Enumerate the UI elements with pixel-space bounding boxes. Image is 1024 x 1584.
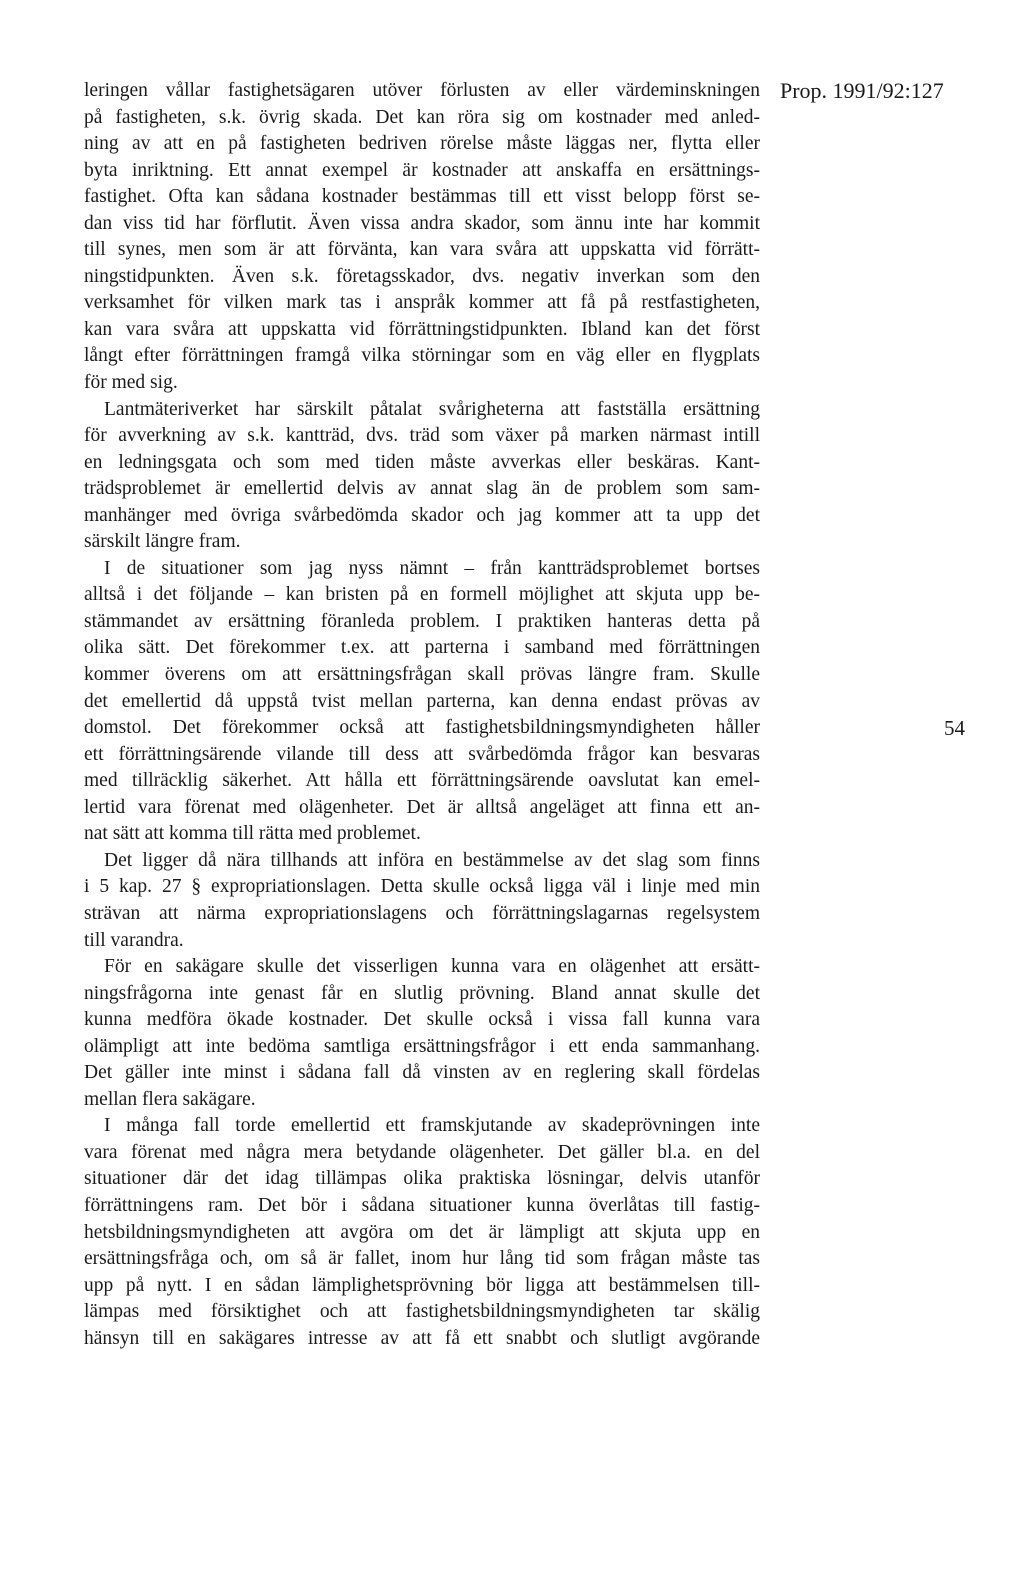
text-line: kunna medföra ökade kostnader. Det skulle också i vissa fall kunna vara bbox=[84, 1009, 760, 1031]
text-line: ett förrättningsärende vilande till dess att svårbedömda frågor kan besvaras bbox=[84, 743, 760, 765]
text-line: ningsfrågorna inte genast får en slutlig prövning. Bland annat skulle det bbox=[84, 982, 760, 1004]
text-line: till varandra. bbox=[84, 929, 184, 951]
text-line: byta inriktning. Ett annat exempel är kostnader att anskaffa en ersättnings- bbox=[84, 159, 760, 181]
text-line: ning av att en på fastigheten bedriven rörelse måste läggas ner, flytta eller bbox=[84, 133, 760, 155]
text-line: Lantmäteriverket har särskilt påtalat svårigheterna att fastställa ersättning bbox=[104, 398, 760, 420]
text-line: manhänger med övriga svårbedömda skador och jag kommer att ta upp det bbox=[84, 504, 760, 526]
paragraph-6 bbox=[84, 1113, 760, 1352]
text-line: i 5 kap. 27 § expropriationslagen. Detta skulle också ligga väl i linje med min bbox=[84, 876, 760, 898]
text-line: på fastigheten, s.k. övrig skada. Det kan röra sig om kostnader med anled- bbox=[84, 106, 760, 128]
text-line: hänsyn till en sakägares intresse av att få ett snabbt och slutligt avgörande bbox=[84, 1327, 760, 1349]
text-line: I många fall torde emellertid ett framskjutande av skadeprövningen inte bbox=[104, 1115, 760, 1137]
text-line: För en sakägare skulle det visserligen kunna vara en olägenhet att ersätt- bbox=[104, 956, 760, 978]
page-number: 54 bbox=[944, 716, 965, 740]
text-line: för avverkning av s.k. kantträd, dvs. träd som växer på marken närmast intill bbox=[84, 425, 760, 447]
text-line: för med sig. bbox=[84, 372, 178, 394]
paragraph-2 bbox=[84, 397, 760, 556]
text-line: domstol. Det förekommer också att fastighetsbildningsmyndigheten håller bbox=[84, 717, 760, 739]
text-line: förrättningens ram. Det bör i sådana situationer kunna överlåtas till fastig- bbox=[84, 1194, 760, 1216]
text-line: långt efter förrättningen framgå vilka störningar som en väg eller en flygplats bbox=[84, 345, 760, 367]
text-line: med tillräcklig säkerhet. Att hålla ett förrättningsärende oavslutat kan emel- bbox=[84, 770, 760, 792]
paragraph-1 bbox=[84, 78, 760, 397]
text-line: vara förenat med några mera betydande olägenheter. Det gäller bl.a. en del bbox=[84, 1141, 760, 1163]
paragraph-5 bbox=[84, 954, 760, 1113]
text-line: lämpas med försiktighet och att fastighetsbildningsmyndigheten tar skälig bbox=[84, 1301, 760, 1323]
text-line: kan vara svåra att uppskatta vid förrättningstidpunkten. Ibland kan det först bbox=[84, 318, 760, 340]
paragraph-3 bbox=[84, 556, 760, 848]
paragraph-4 bbox=[84, 848, 760, 954]
text-line: Det ligger då nära tillhands att införa en bestämmelse av det slag som finns bbox=[104, 849, 760, 871]
text-line: olika sätt. Det förekommer t.ex. att parterna i samband med förrättningen bbox=[84, 637, 760, 659]
text-line: I de situationer som jag nyss nämnt – från kantträdsproblemet bortses bbox=[104, 557, 760, 579]
text-line: leringen vållar fastighetsägaren utöver förlusten av eller värdeminskningen bbox=[84, 80, 760, 101]
text-line: ersättningsfråga och, om så är fallet, inom hur lång tid som frågan måste tas bbox=[84, 1248, 760, 1270]
text-line: nat sätt att komma till rätta med problemet. bbox=[84, 823, 421, 845]
text-line: olämpligt att inte bedöma samtliga ersättningsfrågor i ett enda sammanhang. bbox=[84, 1035, 760, 1057]
text-line: strävan att närma expropriationslagens och förrättningslagarnas regelsystem bbox=[84, 902, 760, 924]
text-line: stämmandet av ersättning föranleda problem. I praktiken hanteras detta på bbox=[84, 610, 760, 632]
body-text bbox=[84, 78, 760, 1352]
text-line: ningstidpunkten. Även s.k. företagsskador, dvs. negativ inverkan som den bbox=[84, 265, 760, 287]
text-line: trädsproblemet är emellertid delvis av annat slag än de problem som sam- bbox=[84, 478, 760, 500]
text-line: fastighet. Ofta kan sådana kostnader bestämmas till ett visst belopp först se- bbox=[84, 186, 760, 208]
text-line: alltså i det följande – kan bristen på en formell möjlighet att skjuta upp be- bbox=[84, 584, 760, 606]
text-line: särskilt längre fram. bbox=[84, 531, 241, 553]
text-line: det emellertid då uppstå tvist mellan parterna, kan denna endast prövas av bbox=[84, 690, 760, 712]
text-line: mellan flera sakägare. bbox=[84, 1088, 256, 1110]
text-line: en ledningsgata och som med tiden måste avverkas eller beskäras. Kant- bbox=[84, 451, 760, 473]
text-line: situationer där det idag tillämpas olika praktiska lösningar, delvis utanför bbox=[84, 1168, 760, 1190]
text-line: dan viss tid har förflutit. Även vissa andra skador, som ännu inte har kommit bbox=[84, 212, 760, 234]
text-line: kommer överens om att ersättningsfrågan skall prövas längre fram. Skulle bbox=[84, 664, 760, 686]
text-line: lertid vara förenat med olägenheter. Det är alltså angeläget att finna ett an- bbox=[84, 796, 760, 818]
text-line: Det gäller inte minst i sådana fall då vinsten av en reglering skall fördelas bbox=[84, 1062, 760, 1084]
text-line: hetsbildningsmyndigheten att avgöra om det är lämpligt att skjuta upp en bbox=[84, 1221, 760, 1243]
text-line: verksamhet för vilken mark tas i anspråk kommer att få på restfastigheten, bbox=[84, 292, 760, 314]
proposition-number: Prop. 1991/92:127 bbox=[780, 78, 944, 103]
text-line: upp på nytt. I en sådan lämplighetsprövning bör ligga att bestämmelsen till- bbox=[84, 1274, 760, 1296]
text-line: till synes, men som är att förvänta, kan vara svåra att uppskatta vid förrätt- bbox=[84, 239, 760, 261]
